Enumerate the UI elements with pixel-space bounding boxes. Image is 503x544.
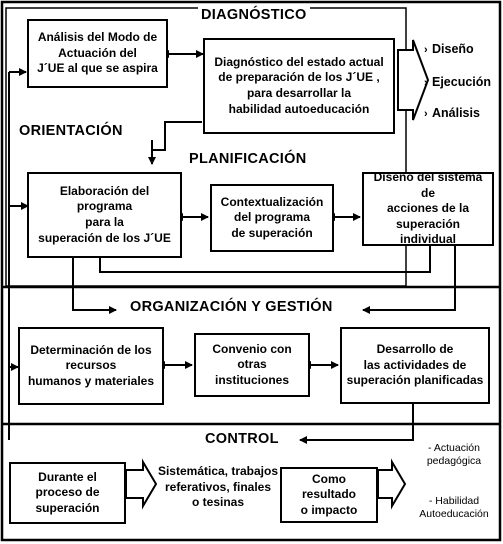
block-arrow-control-2 [378,462,405,506]
output-habilidad-autoeducacion: - Habilidad Autoeducación [419,495,489,521]
box-diagnostico-estado: Diagnóstico del estado actual de preparación de los J´UE , para desarrollar la habilidad autoeducación [203,38,395,134]
title-orientacion: ORIENTACIÓN [16,123,126,139]
chevron-icon: › [424,44,428,56]
block-arrow-control-1 [126,462,156,506]
output-ejecucion: Ejecución [432,75,492,89]
output-analisis: Análisis [432,106,480,120]
box-diseno-sistema: Diseño del sistema de acciones de la superación individual [362,172,494,246]
title-organizacion-gestion: ORGANIZACIÓN Y GESTIÓN [127,299,336,315]
box-contextualizacion: Contextualización del programa de superación [210,184,334,252]
chevron-icon: › [424,108,428,120]
output-diseno: Diseño [432,42,474,56]
title-control: CONTROL [202,431,282,447]
arrow-to-organizacion-right [363,245,455,310]
control-middle-text: Sistemática, trabajos referativos, finales o tesinas [157,464,279,510]
box-como-resultado: Como resultado o impacto [280,467,378,523]
output-actuacion-pedagogica: - Actuación pedagógica [426,442,482,468]
box-durante-proceso: Durante el proceso de superación [9,462,126,524]
box-determinacion-recursos: Determinación de los recursos humanos y materiales [18,327,164,405]
title-planificacion: PLANIFICACIÓN [186,151,309,167]
arrow-to-organizacion-left [73,258,116,310]
chevron-icon: › [424,77,428,89]
box-desarrollo-actividades: Desarrollo de las actividades de superación planificadas [340,327,490,404]
box-convenio: Convenio con otras instituciones [194,333,310,397]
box-analisis-modo-actuacion: Análisis del Modo de Actuación del J´UE al que se aspira [27,19,168,88]
title-diagnostico: DIAGNÓSTICO [198,7,310,23]
arrow-to-control [300,404,413,440]
box-elaboracion-programa: Elaboración del programa para la superación de los J´UE [27,172,182,258]
